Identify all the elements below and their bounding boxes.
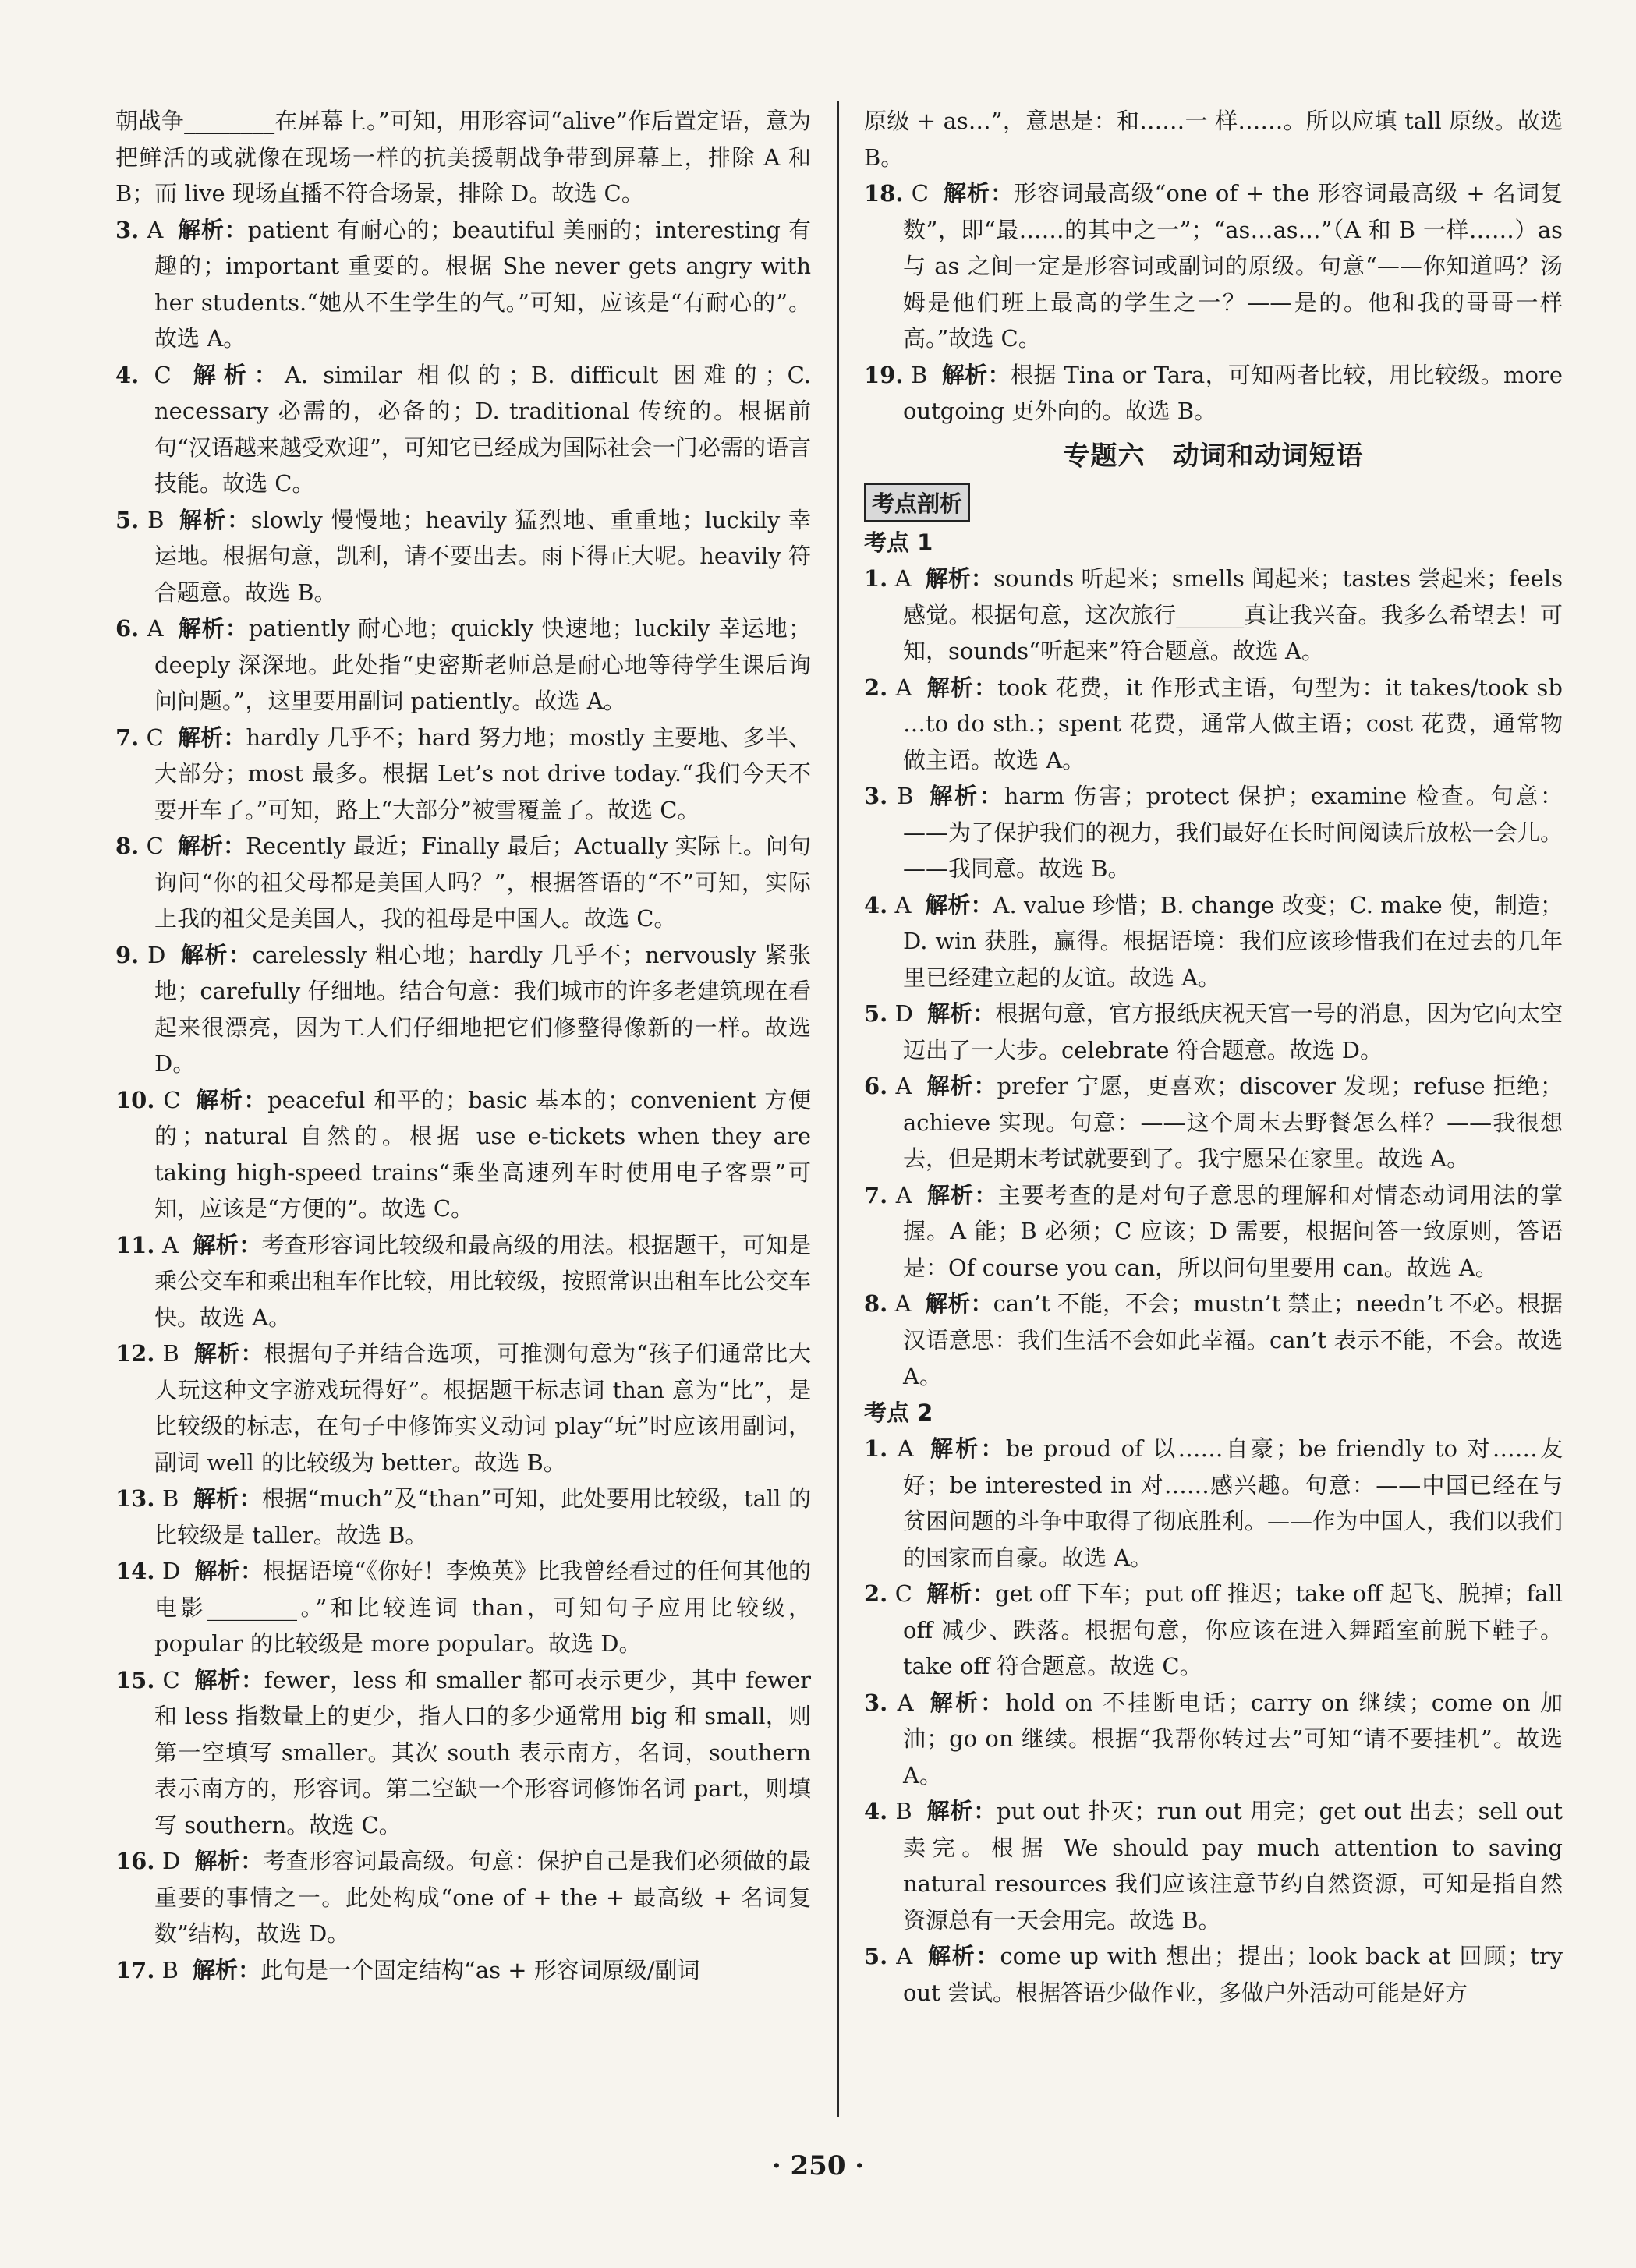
answer-item [115,1227,811,1336]
analysis-text: A. similar 相似的；B. difficult 困难的；C. necessary 必需的，必备的；D. traditional 传统的。根据前句“汉语越来越受欢迎”，可知它已经成为国际社会一门必需的语言技能。故选 C。 [154,361,811,497]
analysis-label: 解析： [178,506,251,533]
analysis-text: patiently 耐心地；quickly 快速地；luckily 幸运地；deeply 深深地。此处指“史密斯老师总是耐心地等待学生课后询问问题。”，这里要用副词 patiently。故选 A。 [154,615,811,714]
analysis-text: hardly 几乎不；hard 努力地；mostly 主要地、多半、大部分；most 最多。根据 Let’s not drive today.“我们今天不要开车了。”可知，路上“大部分”被雪覆盖了。故选 C。 [154,724,811,823]
analysis-text: 主要考查的是对句子意思的理解和对情态动词用法的掌握。A 能；B 必须；C 应该；D 需要，根据问答一致原则，答语是：Of course you can，所以问句里要用 can。故选 A。 [903,1181,1563,1281]
answer-number: 6. [864,1073,888,1099]
answer-number: 8. [864,1290,888,1317]
analysis-text: come up with 想出；提出；look back at 回顾；try out 尝试。根据答语少做作业，多做户外活动可能是好方 [903,1943,1563,2006]
answer-letter: A [147,216,164,243]
answer-number: 6. [115,615,140,642]
analysis-label: 解析： [179,941,253,968]
analysis-text: get off 下车；put off 推迟；take off 起飞、脱掉；fall off 减少、跌落。根据句意，你应该在进入舞蹈室前脱下鞋子。take off 符合题意。故选 C。 [903,1580,1563,1679]
answer-letter: A [162,1231,179,1258]
answer-number: 18. [864,180,904,207]
answer-letter: C [911,180,929,207]
left-answer-list [115,212,811,1989]
analysis-label-box: 考点剖析 [864,483,970,522]
analysis-text: A. value 珍惜；B. change 改变；C. make 使，制造；D. win 获胜，赢得。根据语境：我们应该珍惜我们在过去的几年里已经建立起的友谊。故选 A。 [903,891,1563,991]
analysis-text: took 花费，it 作形式主语，句型为：it takes/took sb …to do sth.；spent 花费，通常人做主语；cost 花费，通常物做主语。故选 A。 [903,674,1563,773]
answer-item [115,1952,811,1989]
analysis-label: 解析： [926,1943,1000,1969]
analysis-text: put out 扑灭；run out 用完；get out 出去；sell out 卖完。根据 We should pay much attention to saving natural resources 我们应该注意节约自然资源，可知是指自然资源总有一天会用完。故选 B。 [903,1798,1563,1934]
answer-item [115,828,811,937]
answer-item [115,1843,811,1952]
answer-letter: B [161,1956,179,1983]
analysis-label: 解析： [926,1181,998,1208]
point-2-answer-list [864,1431,1563,2011]
answer-item [864,1685,1563,1794]
answer-number: 5. [864,1943,888,1969]
answer-number: 14. [115,1558,155,1584]
analysis-label: 解析： [925,565,994,592]
column-divider [837,101,839,2117]
answer-number: 4. [115,361,140,388]
point-1-heading: 考点 1 [864,529,933,556]
answer-item [115,937,811,1082]
answer-item [864,996,1563,1068]
answer-letter: A [897,1435,914,1462]
analysis-text: 根据语境“《你好！李焕英》比我曾经看过的任何其他的电影________。”和比较连词 than，可知句子应用比较级，popular 的比较级是 more popular。故选 D。 [154,1558,812,1657]
answer-item [115,720,811,829]
point-2-heading: 考点 2 [864,1399,933,1426]
analysis-label: 解析： [927,783,1004,809]
answer-item [864,1431,1563,1576]
analysis-label: 解析： [193,1666,264,1693]
analysis-label: 解析： [926,1798,997,1824]
answer-item [115,1082,811,1227]
answer-item [115,502,811,611]
analysis-label: 解析： [926,674,998,701]
answer-item [864,175,1563,357]
analysis-label: 解析： [193,1231,262,1258]
right-column [864,103,1563,2011]
left-continuation: 朝战争________在屏幕上。”可知，用形容词“alive”作后置定语，意为把鲜活的或就像在现场一样的抗美援朝战争带到屏幕上，排除 A 和 B；而 live 现场直播不符合场景，排除 D。故选 C。 [115,108,811,207]
analysis-label: 解析： [194,1848,264,1874]
right-continuation: 原级 + as…”，意思是：和……一 样……。所以应填 tall 原级。故选 B。 [864,108,1563,171]
answer-item [115,1481,811,1553]
answer-letter: C [163,1086,181,1113]
answer-item [864,1286,1563,1395]
answer-number: 8. [115,833,140,859]
left-column [115,103,811,1988]
answer-item [864,887,1563,996]
analysis-label: 解析： [177,833,246,859]
analysis-text: can’t 不能，不会；mustn’t 禁止；needn’t 不必。根据汉语意思：我们生活不会如此幸福。can’t 表示不能，不会。故选 A。 [903,1290,1563,1389]
answer-number: 5. [115,506,140,533]
answer-letter: B [895,1798,912,1824]
point-1-answer-list [864,561,1563,1395]
answer-item [864,1938,1563,2011]
answer-number: 5. [864,1000,888,1027]
answer-letter: B [162,1340,179,1367]
analysis-label: 解析： [925,891,993,918]
answer-item [864,670,1563,779]
analysis-text: prefer 宁愿，更喜欢；discover 发现；refuse 拒绝；achieve 实现。句意：——这个周末去野餐怎么样？——我很想去，但是期末考试就要到了。我宁愿呆在家里。故选 A。 [903,1073,1563,1172]
answer-letter: A [894,1290,912,1317]
analysis-text: slowly 慢慢地；heavily 猛烈地、重重地；luckily 幸运地。根据句意，凯利，请不要出去。雨下得正大呢。heavily 符合题意。故选 B。 [154,506,811,606]
analysis-label: 解析： [927,1435,1006,1462]
analysis-label: 解析： [925,1290,993,1317]
answer-item [864,1793,1563,1938]
answer-number: 15. [115,1666,155,1693]
answer-item [115,610,811,720]
answer-number: 11. [115,1231,155,1258]
answer-number: 2. [864,1580,888,1607]
page-number: · 250 · [771,2150,865,2181]
analysis-label: 解析： [192,1956,260,1983]
analysis-text: 考查形容词比较级和最高级的用法。根据题干，可知是乘公交车和乘出租车作比较，用比较级，按照常识出租车比公交车快。故选 A。 [154,1231,811,1331]
answer-number: 7. [864,1181,888,1208]
answer-letter: C [894,1580,912,1607]
analysis-text: hold on 不挂断电话；carry on 继续；come on 加油；go on 继续。根据“我帮你转过去”可知“请不要挂机”。故选 A。 [903,1689,1563,1789]
answer-number: 3. [115,216,140,243]
analysis-text: peaceful 和平的；basic 基本的；convenient 方便的；natural 自然的。根据 use e-tickets when they are taking high-speed trains“乘坐高速列车时使用电子客票”可知，应该是“方便的”。故选 C。 [154,1086,811,1222]
analysis-label: 解析： [177,216,248,243]
answer-letter: A [895,1073,912,1099]
analysis-label: 解析： [926,1000,996,1027]
answer-letter: A [895,1181,912,1208]
answer-letter: A [896,1943,913,1969]
answer-letter: D [161,1558,181,1584]
analysis-label: 解析： [194,1558,264,1584]
analysis-label: 解析： [926,1073,997,1099]
analysis-label: 解析： [177,724,246,751]
analysis-text: be proud of 以……自豪；be friendly to 对……友好；be interested in 对……感兴趣。句意：——中国已经在与贫困问题的斗争中取得了彻底胜利。——作为中国人，我们以我们的国家而自豪。故选 A。 [903,1435,1563,1571]
analysis-text: sounds 听起来；smells 闻起来；tastes 尝起来；feels 感觉。根据句意，这次旅行______真让我兴奋。我多么希望去！可知，sounds“听起来”符合题意。故选 A。 [903,565,1563,664]
answer-letter: B [162,1485,179,1512]
section-title: 专题六 动词和动词短语 [1063,440,1364,472]
analysis-text: 根据“much”及“than”可知，此处要用比较级，tall 的比较级是 taller。故选 B。 [154,1485,811,1548]
answer-number: 13. [115,1485,155,1512]
answer-item [864,1177,1563,1286]
analysis-text: patient 有耐心的；beautiful 美丽的；interesting 有趣的；important 重要的。根据 She never gets angry with her students.“她从不生学生的气。”可知，应该是“有耐心的”。故选 A。 [154,216,811,352]
answer-item [115,212,811,357]
analysis-text: harm 伤害；protect 保护；examine 检查。句意：——为了保护我们的视力，我们最好在长时间阅读后放松一会儿。——我同意。故选 B。 [903,783,1563,882]
analysis-text: fewer，less 和 smaller 都可表示更少，其中 fewer 和 less 指数量上的更少，指人口的多少通常用 big 和 small，则第一空填写 smaller。其次 south 表示南方，名词，southern 表示南方的，形容词。第二空缺一个形容词修饰名词 part，则填写 southern。故选 C。 [154,1666,811,1838]
answer-letter: C [146,833,164,859]
answer-number: 4. [864,1798,888,1824]
answer-number: 9. [115,941,140,968]
answer-item [864,357,1563,430]
analysis-label: 解析： [942,180,1015,207]
answer-letter: A [894,891,912,918]
answer-letter: C [154,361,172,388]
answer-letter: D [161,1848,181,1874]
answer-letter: B [897,783,914,809]
analysis-text: 根据 Tina or Tara，可知两者比较，用比较级。more outgoing 更外向的。故选 B。 [903,361,1563,424]
analysis-label: 解析： [193,1340,264,1367]
answer-letter: A [895,674,912,701]
answer-letter: D [894,1000,913,1027]
answer-item [864,778,1563,887]
answer-item [115,357,811,502]
answer-number: 7. [115,724,140,751]
answer-item [864,1576,1563,1685]
answer-letter: A [897,1689,914,1716]
analysis-label: 解析： [177,615,249,642]
answer-number: 3. [864,783,888,809]
answer-number: 1. [864,565,888,592]
answer-number: 12. [115,1340,155,1367]
answer-number: 3. [864,1689,888,1716]
analysis-label: 解析： [926,1580,996,1607]
answer-number: 16. [115,1848,155,1874]
analysis-label: 解析： [193,1485,262,1512]
answer-letter: B [147,506,165,533]
answer-number: 4. [864,891,888,918]
analysis-text: 此句是一个固定结构“as + 形容词原级/副词 [260,1956,700,1983]
answer-letter: D [147,941,166,968]
analysis-label: 解析： [927,1689,1006,1716]
analysis-text: Recently 最近；Finally 最后；Actually 实际上。问句询问“你的祖父母都是美国人吗？”，根据答语的“不”可知，实际上我的祖父是美国人，我的祖母是中国人。故选 C。 [154,833,811,932]
answer-number: 19. [864,361,904,388]
analysis-text: 根据句子并结合选项，可推测句意为“孩子们通常比大人玩这种文字游戏玩得好”。根据题干标志词 than 意为“比”，是比较级的标志，在句子中修饰实义动词 play“玩”时应该用副词，副词 well 的比较级为 better。故选 B。 [154,1340,812,1476]
analysis-text: carelessly 粗心地；hardly 几乎不；nervously 紧张地；carefully 仔细地。结合句意：我们城市的许多老建筑现在看起来很漂亮，因为工人们仔细地把它们修整得像新的一样。故选 D。 [154,941,812,1077]
analysis-text: 考查形容词最高级。句意：保护自己是我们必须做的最重要的事情之一。此处构成“one of + the + 最高级 + 名词复数”结构，故选 D。 [154,1848,811,1947]
analysis-text: 根据句意，官方报纸庆祝天宫一号的消息，因为它向太空迈出了一大步。celebrate 符合题意。故选 D。 [903,1000,1563,1063]
answer-letter: A [147,615,164,642]
answer-item [115,1662,811,1844]
answer-letter: C [162,1666,180,1693]
answer-letter: C [146,724,164,751]
answer-item [115,1336,811,1481]
answer-number: 17. [115,1956,155,1983]
answer-item [864,1068,1563,1177]
answer-item [864,561,1563,670]
answer-number: 10. [115,1086,155,1113]
analysis-label: 解析： [941,361,1011,388]
answer-letter: A [894,565,912,592]
analysis-text: 形容词最高级“one of + the 形容词最高级 + 名词复数”，即“最……的其中之一”；“as…as…”（A 和 B 一样……）as 与 as 之间一定是形容词或副词的原级。句意“——你知道吗？汤姆是他们班上最高的学生之一？——是的。他和我的哥哥一样高。”故选 C。 [903,180,1563,352]
answer-number: 1. [864,1435,888,1462]
analysis-label: 解析： [194,1086,268,1113]
answer-item [115,1553,811,1662]
right-answer-list [864,175,1563,430]
analysis-label: 解析： [185,361,285,388]
answer-number: 2. [864,674,888,701]
answer-letter: B [911,361,928,388]
